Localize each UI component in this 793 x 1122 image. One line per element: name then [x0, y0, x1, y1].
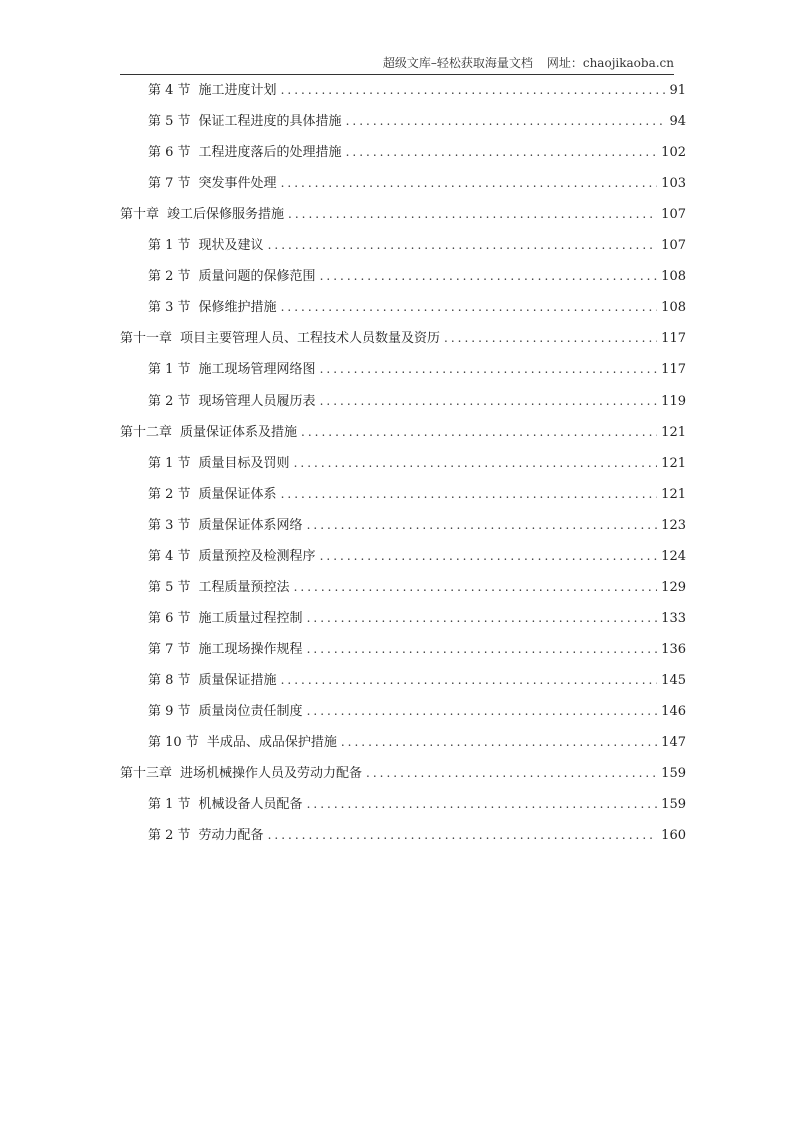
toc-dot-leader [307, 794, 658, 814]
toc-entry-title: 工程质量预控法 [198, 579, 290, 595]
toc-entry-page-number: 121 [661, 455, 686, 471]
toc-entry-number: 第 7 节 [148, 641, 191, 657]
toc-section-entry[interactable] [148, 732, 686, 752]
toc-entry-page-number: 159 [661, 766, 686, 782]
toc-entry-page-number: 94 [669, 114, 686, 130]
toc-entry-title: 劳动力配备 [198, 828, 264, 844]
toc-entry-page-number: 146 [661, 704, 686, 719]
toc-section-entry[interactable] [148, 639, 686, 659]
toc-dot-leader [320, 391, 658, 411]
toc-section-entry[interactable] [148, 794, 686, 814]
toc-section-entry[interactable] [148, 111, 686, 131]
toc-entry-title: 质量目标及罚则 [198, 455, 290, 471]
toc-entry-number: 第 6 节 [148, 610, 191, 626]
toc-entry-page-number: 147 [661, 735, 686, 751]
header-site-label: 超级文库–轻松获取海量文档 [382, 56, 533, 70]
toc-entry-number: 第 9 节 [148, 704, 191, 719]
toc-entry-number: 第 2 节 [148, 393, 191, 409]
toc-section-entry[interactable] [148, 297, 686, 317]
toc-chapter-entry[interactable] [120, 763, 686, 783]
toc-dot-leader [281, 80, 666, 100]
toc-dot-leader [320, 546, 658, 566]
toc-section-entry[interactable] [148, 453, 686, 473]
toc-entry-title: 质量保证措施 [198, 673, 277, 688]
toc-dot-leader [346, 111, 666, 131]
toc-entry-title: 工程进度落后的处理措施 [198, 145, 342, 161]
toc-dot-leader [281, 173, 658, 193]
toc-dot-leader [268, 825, 658, 845]
toc-entry-title: 现场管理人员履历表 [198, 393, 316, 409]
toc-dot-leader [307, 515, 658, 535]
toc-entry-number: 第 8 节 [148, 673, 191, 688]
toc-section-entry[interactable] [148, 266, 686, 286]
toc-entry-number: 第 4 节 [148, 548, 191, 564]
toc-entry-page-number: 108 [661, 300, 686, 316]
toc-entry-number: 第十一章 [120, 331, 173, 347]
toc-entry-number: 第 3 节 [148, 517, 191, 533]
toc-dot-leader [268, 235, 658, 255]
toc-entry-page-number: 108 [661, 269, 686, 285]
toc-entry-title: 保证工程进度的具体措施 [198, 114, 342, 130]
toc-dot-leader [320, 266, 658, 286]
toc-entry-number: 第 2 节 [148, 269, 191, 285]
toc-entry-number: 第十二章 [120, 424, 173, 440]
toc-entry-number: 第 6 节 [148, 145, 191, 161]
toc-chapter-entry[interactable] [120, 204, 686, 224]
toc-entry-number: 第 4 节 [148, 83, 191, 98]
toc-section-entry[interactable] [148, 484, 686, 504]
toc-dot-leader [294, 453, 658, 473]
toc-entry-page-number: 145 [661, 673, 686, 688]
toc-entry-title: 质量问题的保修范围 [198, 269, 316, 285]
toc-dot-leader [341, 732, 657, 752]
toc-entry-page-number: 91 [669, 83, 686, 98]
toc-entry-page-number: 121 [661, 424, 686, 440]
toc-entry-title: 施工质量过程控制 [198, 610, 303, 626]
toc-entry-title: 施工现场操作规程 [198, 641, 303, 657]
toc-entry-page-number: 123 [661, 517, 686, 533]
toc-entry-number: 第 1 节 [148, 362, 191, 378]
toc-entry-title: 质量岗位责任制度 [198, 704, 303, 719]
toc-entry-number: 第 10 节 [148, 735, 199, 751]
toc-section-entry[interactable] [148, 825, 686, 845]
toc-entry-number: 第 5 节 [148, 579, 191, 595]
toc-entry-page-number: 133 [661, 610, 686, 626]
toc-dot-leader [307, 639, 658, 659]
toc-entry-title: 竣工后保修服务措施 [167, 207, 285, 223]
toc-section-entry[interactable] [148, 235, 686, 255]
toc-entry-title: 施工进度计划 [198, 83, 277, 98]
toc-entry-number: 第 2 节 [148, 486, 191, 502]
toc-entry-page-number: 107 [661, 207, 686, 223]
toc-entry-title: 施工现场管理网络图 [198, 362, 316, 378]
toc-dot-leader [307, 608, 658, 628]
toc-section-entry[interactable] [148, 608, 686, 628]
toc-entry-page-number: 117 [661, 362, 686, 378]
toc-entry-number: 第十三章 [120, 766, 173, 782]
toc-section-entry[interactable] [148, 546, 686, 566]
toc-dot-leader [294, 577, 658, 597]
toc-section-entry[interactable] [148, 391, 686, 411]
toc-dot-leader [444, 328, 657, 348]
toc-entry-title: 半成品、成品保护措施 [206, 735, 337, 751]
toc-entry-title: 突发事件处理 [198, 176, 277, 192]
toc-entry-title: 质量保证体系网络 [198, 517, 303, 533]
toc-entry-title: 项目主要管理人员、工程技术人员数量及资历 [180, 331, 441, 347]
toc-dot-leader [288, 204, 657, 224]
page-header [120, 56, 674, 75]
toc-entry-page-number: 129 [661, 579, 686, 595]
toc-dot-leader [320, 359, 658, 379]
toc-entry-number: 第 2 节 [148, 828, 191, 844]
toc-entry-page-number: 107 [661, 238, 686, 254]
toc-entry-number: 第 7 节 [148, 176, 191, 192]
toc-entry-number: 第 1 节 [148, 238, 191, 254]
toc-dot-leader [307, 701, 658, 721]
toc-entry-number: 第 1 节 [148, 455, 191, 471]
toc-entry-title: 机械设备人员配备 [198, 797, 303, 813]
toc-dot-leader [281, 297, 658, 317]
toc-dot-leader [346, 142, 658, 162]
toc-entry-page-number: 117 [661, 331, 686, 347]
header-url-label: 网址：chaojikaoba.cn [546, 56, 674, 70]
toc-entry-number: 第 5 节 [148, 114, 191, 130]
toc-section-entry[interactable] [148, 142, 686, 162]
toc-entry-page-number: 136 [661, 641, 686, 657]
toc-entry-number: 第 3 节 [148, 300, 191, 316]
toc-entry-title: 质量保证体系及措施 [180, 424, 298, 440]
toc-section-entry[interactable] [148, 701, 686, 721]
toc-entry-title: 质量保证体系 [198, 486, 277, 502]
toc-section-entry[interactable] [148, 515, 686, 535]
toc-entry-title: 保修维护措施 [198, 300, 277, 316]
toc-section-entry[interactable] [148, 359, 686, 379]
toc-dot-leader [281, 484, 658, 504]
toc-entry-page-number: 103 [661, 176, 686, 192]
header-text [383, 56, 674, 70]
toc-dot-leader [281, 670, 658, 690]
toc-entry-page-number: 119 [661, 393, 686, 409]
toc-dot-leader [301, 422, 657, 442]
toc-entry-number: 第十章 [120, 207, 160, 223]
toc-section-entry[interactable] [148, 577, 686, 597]
toc-entry-number: 第 1 节 [148, 797, 191, 813]
toc-entry-page-number: 159 [661, 797, 686, 813]
toc-section-entry[interactable] [148, 173, 686, 193]
toc-entry-page-number: 121 [661, 486, 686, 502]
toc-entry-title: 进场机械操作人员及劳动力配备 [180, 766, 363, 782]
toc-entry-title: 现状及建议 [198, 238, 264, 254]
toc-section-entry[interactable] [148, 670, 686, 690]
toc-dot-leader [366, 763, 657, 783]
toc-entry-page-number: 102 [661, 145, 686, 161]
toc-entry-page-number: 124 [661, 548, 686, 564]
toc-section-entry[interactable] [148, 80, 686, 100]
toc-entry-title: 质量预控及检测程序 [198, 548, 316, 564]
toc-chapter-entry[interactable] [120, 328, 686, 348]
toc-chapter-entry[interactable] [120, 422, 686, 442]
toc-entry-page-number: 160 [661, 828, 686, 844]
